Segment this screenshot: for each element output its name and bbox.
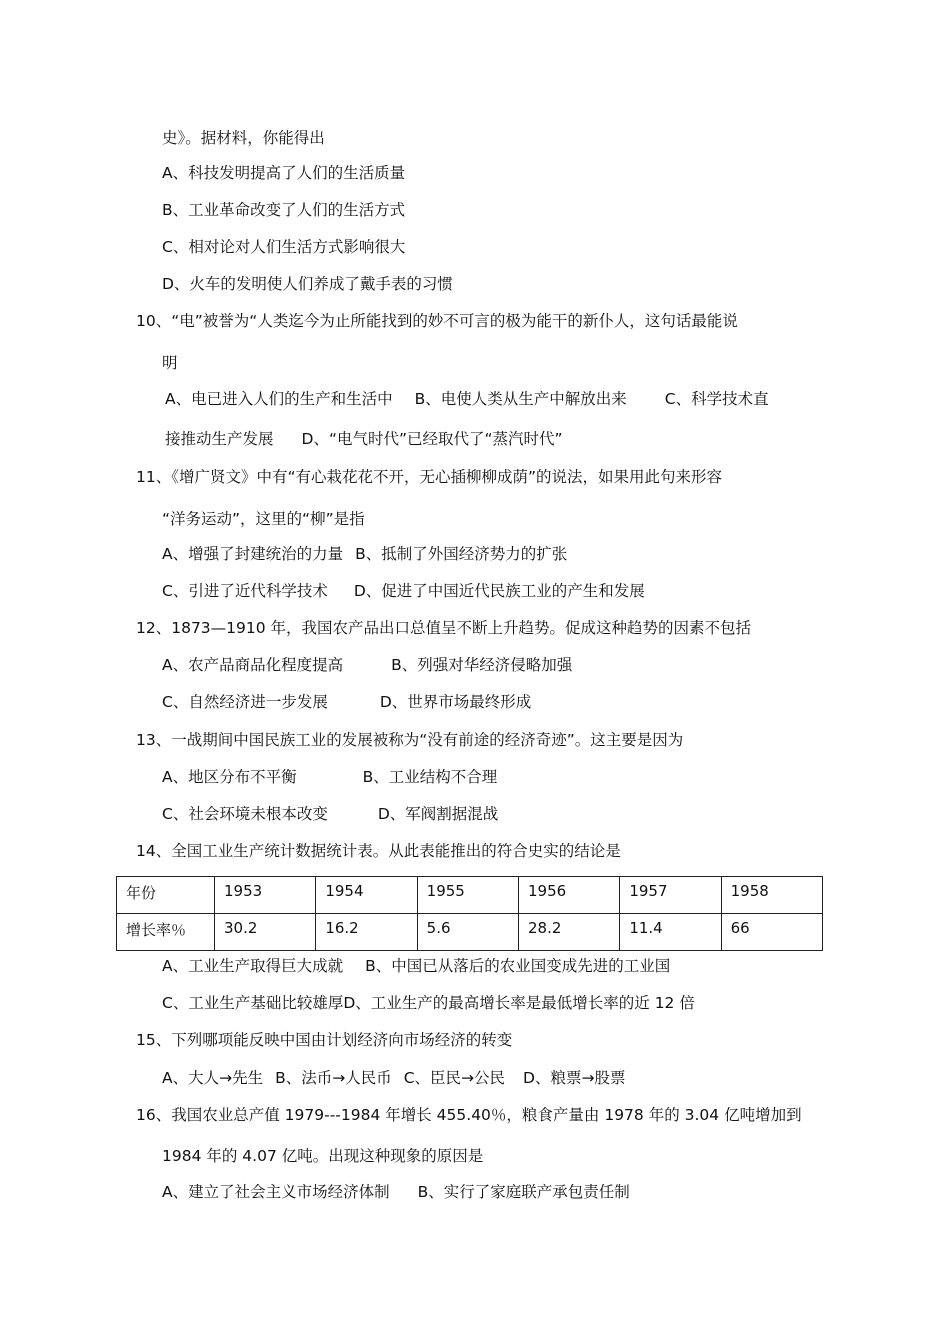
q14-stem: 14、全国工业生产统计数据统计表。从此表能推出的符合史实的结论是 (136, 842, 621, 860)
table-cell-rate: 28.2 (518, 914, 619, 951)
q11-options-line1 (162, 544, 567, 564)
q13-options-line1 (162, 767, 497, 787)
q15-option-c: C、臣民→公民 (403, 1069, 506, 1087)
q11-stem-line1: 11、《增广贤文》中有“有心栽花花不开，无心插柳柳成荫”的说法，如果用此句来形容 (136, 468, 723, 486)
table-cell-rate: 66 (721, 914, 822, 951)
table-cell-year: 1955 (417, 877, 518, 914)
q15-option-a: A、大人→先生 (162, 1069, 264, 1087)
q13-options-line2 (162, 804, 498, 824)
q12-stem: 12、1873—1910 年，我国农产品出口总值呈不断上升趋势。促成这种趋势的因素不包括 (136, 619, 752, 637)
q11-option-d: D、促进了中国近代民族工业的产生和发展 (353, 582, 645, 600)
q14-option-a: A、工业生产取得巨大成就 (162, 957, 344, 975)
q10-option-a: A、电已进入人们的生产和生活中 (165, 390, 393, 408)
q9-option-a: A、科技发明提高了人们的生活质量 (162, 164, 406, 182)
q10-stem-line1: 10、“电”被誉为“人类迄今为止所能找到的妙不可言的极为能干的新仆人，这句话最能说 (136, 312, 738, 330)
q16-option-a: A、建立了社会主义市场经济体制 (162, 1183, 390, 1201)
table-cell-year: 1957 (620, 877, 721, 914)
q9-option-c: C、相对论对人们生活方式影响很大 (162, 238, 406, 256)
q11-option-b: B、抵制了外国经济势力的扩张 (355, 545, 568, 563)
q12-option-b: B、列强对华经济侵略加强 (391, 656, 573, 674)
q9-option-b: B、工业革命改变了人们的生活方式 (162, 201, 406, 219)
table-cell-year: 1956 (518, 877, 619, 914)
q15-option-d: D、粮票→股票 (523, 1069, 626, 1087)
table-cell-rate: 5.6 (417, 914, 518, 951)
table-cell-rate: 16.2 (316, 914, 417, 951)
q12-option-c: C、自然经济进一步发展 (162, 693, 328, 711)
table-cell-rate: 11.4 (620, 914, 721, 951)
table-row-years (117, 877, 823, 914)
q14-options-line2 (162, 993, 695, 1013)
q12-option-d: D、世界市场最终形成 (379, 693, 532, 711)
q15-stem: 15、下列哪项能反映中国由计划经济向市场经济的转变 (136, 1031, 513, 1049)
q11-options-line2 (162, 581, 645, 601)
q14-options-line1 (162, 956, 670, 976)
q10-option-c-cont: 接推动生产发展 (165, 430, 274, 448)
table-cell-header-year: 年份 (117, 877, 215, 914)
q13-option-d: D、军阀割据混战 (377, 805, 499, 823)
q10-options-line2 (165, 429, 563, 449)
table-cell-year: 1953 (215, 877, 316, 914)
q9-stem-end: 史》。据材料，你能得出 (162, 129, 325, 147)
q9-option-d: D、火车的发明使人们养成了戴手表的习惯 (162, 275, 453, 293)
table-cell-rate: 30.2 (215, 914, 316, 951)
q10-option-d: D、“电气时代”已经取代了“蒸汽时代” (301, 430, 563, 448)
q11-stem-line2: “洋务运动”，这里的“柳”是指 (162, 510, 365, 528)
q10-options-line1 (165, 389, 769, 409)
q14-option-b: B、中国已从落后的农业国变成先进的工业国 (365, 957, 671, 975)
q16-stem-line1: 16、我国农业总产值 1979---1984 年增长 455.40％，粮食产量由 1978 年的 3.04 亿吨增加到 (136, 1106, 802, 1124)
industrial-growth-table (116, 876, 823, 951)
table-row-rates (117, 914, 823, 951)
q16-option-b: B、实行了家庭联产承包责任制 (417, 1183, 630, 1201)
q11-option-c: C、引进了近代科学技术 (162, 582, 328, 600)
q10-stem-line2: 明 (162, 354, 178, 372)
q15-option-b: B、法币→人民币 (275, 1069, 392, 1087)
q12-option-a: A、农产品商品化程度提高 (162, 656, 344, 674)
q13-option-a: A、地区分布不平衡 (162, 768, 297, 786)
table-cell-header-rate: 增长率％ (117, 914, 215, 951)
q14-option-d: D、工业生产的最高增长率是最低增长率的近 12 倍 (343, 994, 695, 1012)
q13-option-b: B、工业结构不合理 (362, 768, 498, 786)
q16-options-line1 (162, 1182, 630, 1202)
q11-option-a: A、增强了封建统治的力量 (162, 545, 344, 563)
q13-stem: 13、一战期间中国民族工业的发展被称为“没有前途的经济奇迹”。这主要是因为 (136, 731, 684, 749)
table-cell-year: 1958 (721, 877, 822, 914)
q15-options-line (162, 1068, 625, 1088)
q12-options-line1 (162, 655, 572, 675)
q16-stem-line2: 1984 年的 4.07 亿吨。出现这种现象的原因是 (162, 1147, 484, 1165)
q10-option-c: C、科学技术直 (664, 390, 769, 408)
q12-options-line2 (162, 692, 531, 712)
q13-option-c: C、社会环境未根本改变 (162, 805, 328, 823)
q14-option-c: C、工业生产基础比较雄厚 (162, 994, 344, 1012)
table-cell-year: 1954 (316, 877, 417, 914)
q10-option-b: B、电使人类从生产中解放出来 (414, 390, 627, 408)
